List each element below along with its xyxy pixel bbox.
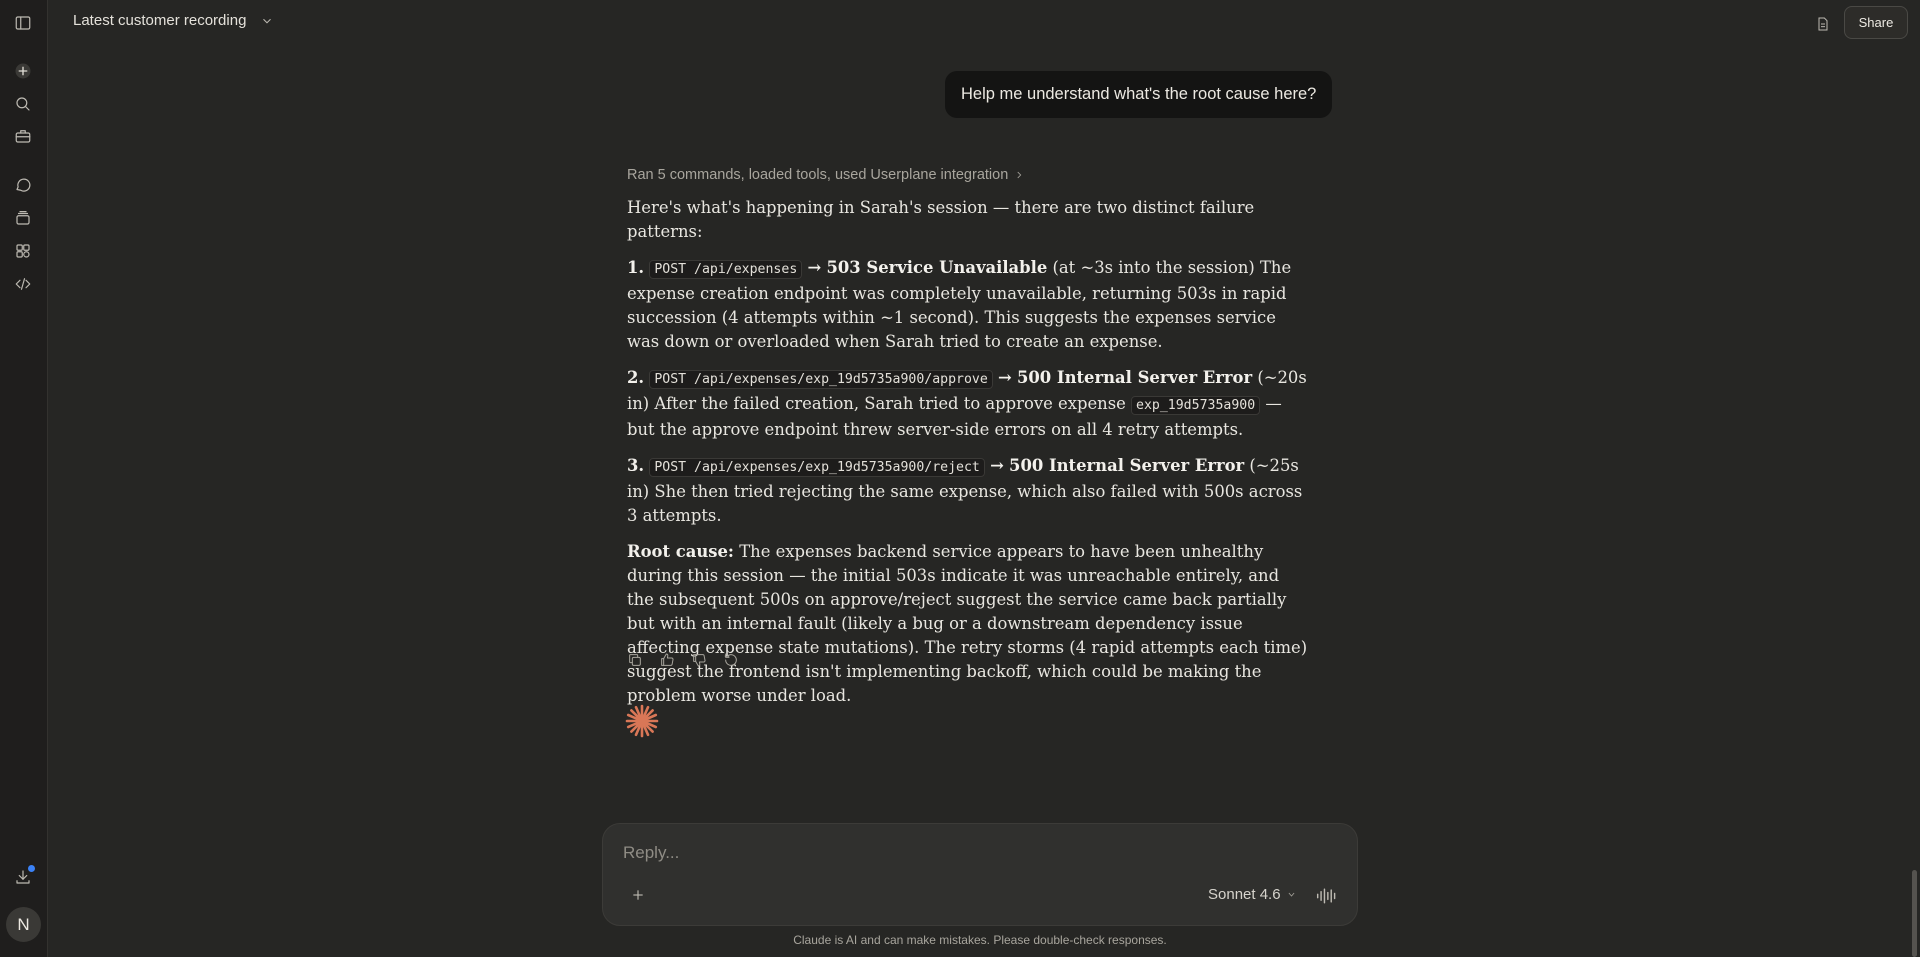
user-message: Help me understand what's the root cause here? — [945, 71, 1332, 118]
arrow: → — [807, 258, 822, 277]
projects-icon — [14, 209, 32, 227]
arrow: → — [990, 456, 1004, 475]
root-cause-label: Root cause: — [627, 542, 734, 561]
root-cause-text: The expenses backend service appears to have been unhealthy during this session — the initial 503s indicate it was unreachable entirely, and the subsequent 500s on approve/reject suggest the service came back partially but with an internal fault (likely a bug or a downstream dependency issue affecting expense state mutations). The retry storms (4 rapid attempts each time) suggest the frontend isn't implementing backoff, which could be making the problem worse under load. — [627, 542, 1308, 705]
search-icon — [14, 95, 32, 113]
toolbox-icon — [14, 127, 32, 145]
conversation-title: Latest customer recording — [73, 12, 247, 29]
tools-button[interactable] — [11, 124, 35, 148]
notification-badge — [28, 865, 35, 872]
chevron-down-icon — [1287, 890, 1296, 899]
sidebar — [0, 0, 48, 957]
thumbs-up-button[interactable] — [656, 649, 678, 671]
endpoint-code: POST /api/expenses/exp_19d5735a900/approve — [649, 370, 992, 389]
tools-summary-toggle[interactable] — [627, 167, 1024, 183]
copy-button[interactable] — [624, 649, 646, 671]
document-icon — [1815, 16, 1831, 32]
sidebar-toggle-icon — [14, 14, 32, 32]
new-chat-icon — [14, 62, 32, 80]
item-number: 1. — [627, 258, 645, 277]
message-actions — [624, 649, 742, 671]
code-button[interactable] — [11, 272, 35, 296]
thumbs-down-icon — [691, 652, 707, 668]
download-button[interactable] — [11, 865, 35, 889]
chevron-right-icon — [1014, 170, 1024, 180]
root-cause-paragraph — [627, 540, 1311, 708]
copy-icon — [627, 652, 643, 668]
voice-mode-button[interactable] — [1314, 883, 1340, 909]
avatar[interactable]: N — [6, 907, 41, 942]
sidebar-toggle-button[interactable] — [11, 11, 35, 35]
document-button[interactable] — [1811, 12, 1835, 36]
code-icon — [14, 275, 32, 293]
composer — [602, 823, 1358, 926]
answer-intro: Here's what's happening in Sarah's session — there are two distinct failure patterns: — [627, 198, 1255, 241]
share-button[interactable]: Share — [1844, 6, 1908, 39]
retry-icon — [723, 652, 739, 668]
claude-spark-icon — [624, 703, 660, 739]
status-text: 500 Internal Server Error — [1016, 368, 1253, 387]
disclaimer-text: Claude is AI and can make mistakes. Please double-check responses. — [793, 933, 1167, 947]
chats-icon — [14, 176, 32, 194]
item-text: (~20s in) After the failed creation, Sarah tried to approve expense — [627, 368, 1307, 413]
conversation-title-dropdown[interactable] — [73, 12, 274, 29]
item-text: (~25s in) She then tried rejecting the same expense, which also failed with 500s across 3 attempts. — [627, 456, 1303, 525]
artifacts-button[interactable] — [11, 239, 35, 263]
item-text: — but the approve endpoint threw server-side errors on all 4 retry attempts. — [627, 394, 1282, 439]
chevron-down-icon — [260, 14, 274, 28]
artifacts-icon — [14, 242, 32, 260]
arrow: → — [998, 368, 1012, 387]
thumbs-up-icon — [659, 652, 675, 668]
thumbs-down-button[interactable] — [688, 649, 710, 671]
reply-input[interactable] — [623, 838, 1323, 868]
projects-button[interactable] — [11, 206, 35, 230]
add-attachment-button[interactable] — [627, 884, 649, 906]
model-name: Sonnet 4.6 — [1208, 886, 1281, 903]
status-text: 500 Internal Server Error — [1009, 456, 1245, 475]
expense-id-code: exp_19d5735a900 — [1131, 396, 1260, 415]
disclaimer — [0, 933, 1920, 947]
waveform-icon — [1316, 887, 1338, 905]
endpoint-code: POST /api/expenses/exp_19d5735a900/reject — [649, 458, 985, 477]
retry-button[interactable] — [720, 649, 742, 671]
endpoint-code: POST /api/expenses — [649, 260, 802, 279]
plus-icon — [630, 887, 646, 903]
scrollbar[interactable] — [1912, 870, 1917, 957]
status-text: 503 Service Unavailable — [826, 258, 1048, 277]
list-item — [627, 366, 1311, 442]
list-item — [627, 256, 1311, 354]
tools-summary-text: Ran 5 commands, loaded tools, used Userplane integration — [627, 167, 1009, 183]
item-number: 3. — [627, 456, 645, 475]
assistant-message — [627, 196, 1311, 720]
item-text: (at ~3s into the session) The expense creation endpoint was completely unavailable, returning 503s in rapid succession (4 attempts within ~1 second). This suggests the expenses service was down or overloaded when Sarah tried to create an expense. — [627, 258, 1292, 351]
new-chat-button[interactable] — [11, 59, 35, 83]
chats-button[interactable] — [11, 173, 35, 197]
list-item — [627, 454, 1311, 528]
model-selector[interactable] — [1208, 886, 1296, 903]
search-button[interactable] — [11, 92, 35, 116]
item-number: 2. — [627, 368, 645, 387]
